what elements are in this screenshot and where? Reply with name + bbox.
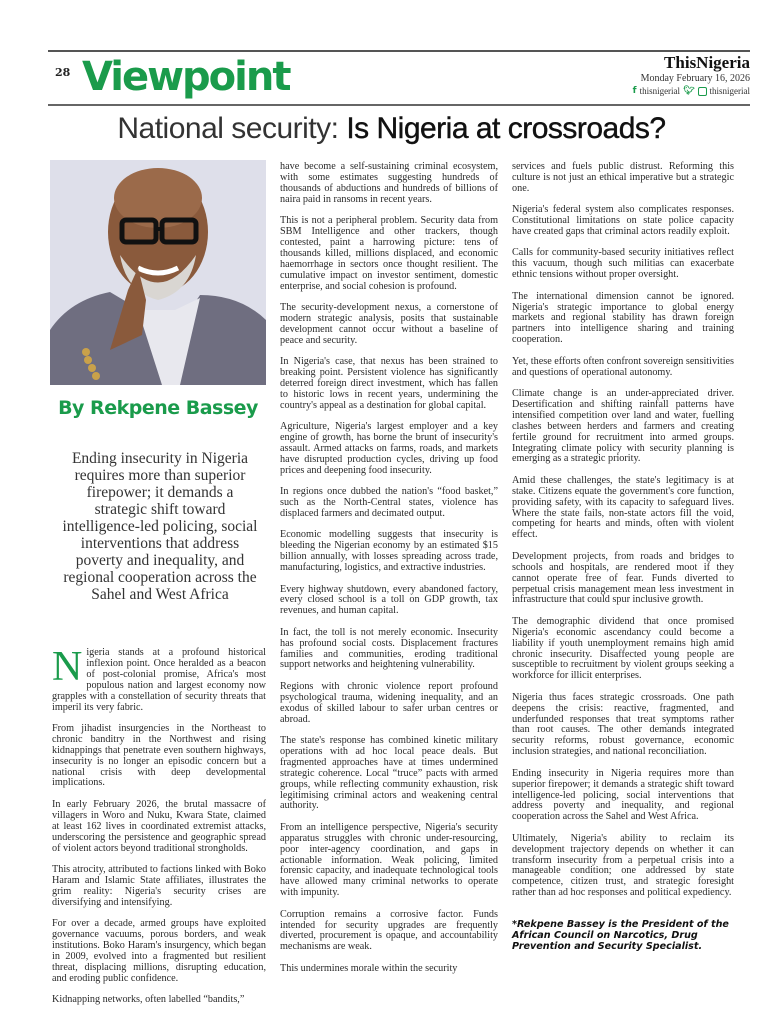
page-number: 28 — [55, 66, 71, 79]
byline: By Rekpene Bassey — [58, 397, 258, 419]
facebook-handle: thisnigerial — [639, 86, 681, 96]
article-paragraph: Amid these challenges, the state's legitimacy is at stake. Citizens equate the government's core function, providing safety, with its capacity to safeguard lives. Where the state fails, non-state actors fill the void, competing for hearts and minds, often with violent effect. — [512, 474, 734, 541]
author-portrait-image — [50, 160, 266, 385]
article-paragraph: In early February 2026, the brutal massacre of villagers in Woro and Nuku, Kwara State, claimed at least 162 lives in coordinated extremist attacks, underscoring the persistence and geographic spread of violent actors beyond traditional strongholds. — [52, 798, 266, 854]
article-paragraph: In regions once dubbed the nation's “food basket,” such as the North-Central states, violence has displaced farmers and decimated output. — [280, 486, 498, 519]
article-column-3 — [512, 162, 734, 952]
article-paragraph: In Nigeria's case, that nexus has been strained to breaking point. Persistent violence has significantly deterred foreign direct investment, which has fallen to historic lows in recent years, undermining the country's appeal as a destination for global capital. — [280, 356, 498, 411]
article-paragraph: Kidnapping networks, often labelled “bandits,” — [52, 993, 245, 1005]
article-paragraph: Regions with chronic violence report profound psychological trauma, widening inequality, and an exodus of skilled labour to safer urban centres or abroad. — [280, 680, 498, 725]
article-paragraph: services and fuels public distrust. Reforming this culture is not just an ethical imperative but a strategic one. — [512, 161, 734, 194]
instagram-icon — [698, 87, 707, 96]
publication-name: ThisNigeria — [664, 53, 750, 72]
twitter-icon: 🐦︎ — [683, 86, 695, 96]
pull-quote: Ending insecurity in Nigeria requires more than superior firepower; it demands a strategic shift toward intelligence-led policing, social interventions that address poverty and inequality, and regional cooperation across the Sahel and West Africa — [62, 450, 258, 603]
headline-lead: National security: — [117, 112, 339, 145]
headline-question: Is Nigeria at crossroads? — [346, 112, 666, 145]
article-paragraph: The international dimension cannot be ignored. Nigeria's strategic importance to global energy markets and regional stability has drawn foreign partners into intelligence sharing and training cooperation. — [512, 290, 734, 346]
article-paragraph: Nigeria's federal system also complicates responses. Constitutional limitations on state police capacity have created gaps that criminal actors readily exploit. — [512, 204, 734, 238]
article-paragraph: Nigeria thus faces strategic crossroads. One path deepens the crisis: reactive, fragmented, and underfunded responses that treat symptoms rather than root causes. The other demands integrated security reforms, robust governance, economic inclusion strategies, and national reconciliation. — [512, 691, 734, 758]
headline — [0, 112, 783, 146]
article-paragraph: Yet, these efforts often confront sovereign sensitivities and questions of operational autonomy. — [512, 355, 735, 378]
article-paragraph: For over a decade, armed groups have exploited governance vacuums, porous borders, and weak institutions. Boko Haram's insurgency, which began in 2009, evolved into a fragmented but resilient threat, displacing millions, disrupting education, and eroding public confidence. — [52, 918, 266, 984]
article-paragraph: Corruption remains a corrosive factor. Funds intended for security upgrades are frequently diverted, procurement is opaque, and accountability mechanisms are weak. — [280, 908, 498, 953]
article-paragraph: Nigeria stands at a profound historical inflexion point. Once heralded as a beacon of post-colonial promise, Africa's most populous nation and largest economy now grapples with a constellation of security threats that imperil its very fabric. — [52, 644, 266, 713]
article-paragraph: The security-development nexus, a cornerstone of modern strategic analysis, posits that sustainable development cannot occur without a baseline of peace and security. — [280, 301, 498, 346]
author-bio: *Rekpene Bassey is the President of the African Council on Narcotics, Drug Prevention and Security Specialist. — [512, 919, 729, 953]
section-title: Viewpoint — [82, 54, 290, 100]
article-paragraph: Climate change is an under-appreciated driver. Desertification and shifting rainfall patterns have intensified competition over land and water, fuelling clashes between herders and farmers and creating fertile ground for recruitment into armed groups. Integrating climate policy with security planning is emerging as a strategic priority. — [512, 388, 734, 465]
masthead — [633, 54, 750, 97]
article-paragraph: Economic modelling suggests that insecurity is bleeding the Nigerian economy by an estimated $15 billion annually, with losses spreading across trade, manufacturing, logistics, and extractive industries. — [280, 529, 498, 574]
article-paragraph: Calls for community-based security initiatives reflect this vacuum, though such militias can exacerbate ethnic tensions without proper oversight. — [512, 247, 734, 281]
facebook-icon: f — [632, 86, 637, 96]
article-column-2 — [280, 162, 498, 985]
article-column-1 — [52, 644, 266, 1016]
article-paragraph: Development projects, from roads and bridges to schools and hospitals, are rendered moot if they cannot operate free of fear. Funds diverted to perpetual crisis management mean less investment in infrastructure that could spur inclusive growth. — [512, 550, 734, 606]
article-paragraph: Agriculture, Nigeria's largest employer and a key engine of growth, has borne the brunt of insecurity's assault. Armed attacks on farms, roads, and markets have disrupted production cycles, driving up food prices and deepening food insecurity. — [280, 421, 498, 476]
author-photo — [50, 160, 266, 385]
issue-date: Monday February 16, 2026 — [640, 73, 750, 84]
article-paragraph: The state's response has combined kinetic military operations with ad hoc local peace deals. But fragmented approaches have at times undermined strategic coherence. Local “truce” pacts with armed groups, while reflecting community exhaustion, risk legitimising criminal actors and weakening central authority. — [280, 734, 498, 812]
social-handles — [633, 85, 750, 97]
instagram-handle: thisnigerial — [709, 86, 750, 96]
article-paragraph: Ending insecurity in Nigeria requires more than superior firepower; it demands a strategic shift toward intelligence-led policing, social interventions that address poverty and inequality, and regional cooperation across the Sahel and West Africa. — [512, 767, 734, 823]
article-paragraph: Every highway shutdown, every abandoned factory, every closed school is a toll on GDP growth, tax revenues, and human capital. — [280, 583, 498, 617]
article-paragraph: Ultimately, Nigeria's ability to reclaim its development trajectory depends on whether it can transform insecurity from a perpetual crisis into a manageable condition; one addressed by state competence, citizen trust, and strategic foresight rather than ad hoc responses and political expediency. — [512, 832, 734, 899]
article-paragraph: have become a self-sustaining criminal ecosystem, with some estimates suggesting hundreds of thousands of abductions and hundreds of billions of naira paid in ransoms in recent years. — [280, 161, 498, 205]
article-paragraph: This atrocity, attributed to factions linked with Boko Haram and Islamic State affiliates, illustrates the grim reality: Nigeria's security crises are diversifying and intensifying. — [52, 863, 266, 908]
article-paragraph: This undermines morale within the security — [280, 962, 458, 974]
article-paragraph: From an intelligence perspective, Nigeria's security apparatus struggles with chronic under-resourcing, poor inter-agency coordination, and gaps in actionable information. Weak policing, limited forensic capacity, and inadequate technological tools have allowed many criminal networks to operate with impunity. — [280, 821, 498, 899]
article-paragraph: From jihadist insurgencies in the Northeast to chronic banditry in the Northwest and rising kidnappings that penetrate even southern highways, insecurity is no longer an episodic concern but a national crisis with deep developmental implications. — [52, 722, 266, 789]
article-paragraph: In fact, the toll is not merely economic. Insecurity has profound social costs. Displacement fractures families and communities, eroding traditional support networks and heightening vulnerability. — [280, 626, 498, 671]
article-paragraph: This is not a peripheral problem. Security data from SBM Intelligence and other trackers, though contested, paint a harrowing picture: tens of thousands killed, millions displaced, and economic haemorrhage in sectors once thought resilient. The cumulative impact on investor sentiment, domestic enterprise, and social cohesion is profound. — [280, 215, 498, 292]
article-paragraph: The demographic dividend that once promised Nigeria's economic ascendancy could become a liability if youth unemployment remains high amid chronic insecurity. Disaffected young people are susceptible to recruitment by violent groups seeking a workforce for illicit enterprises. — [512, 615, 734, 682]
drop-cap: N — [52, 644, 83, 690]
header-rule — [48, 104, 750, 106]
